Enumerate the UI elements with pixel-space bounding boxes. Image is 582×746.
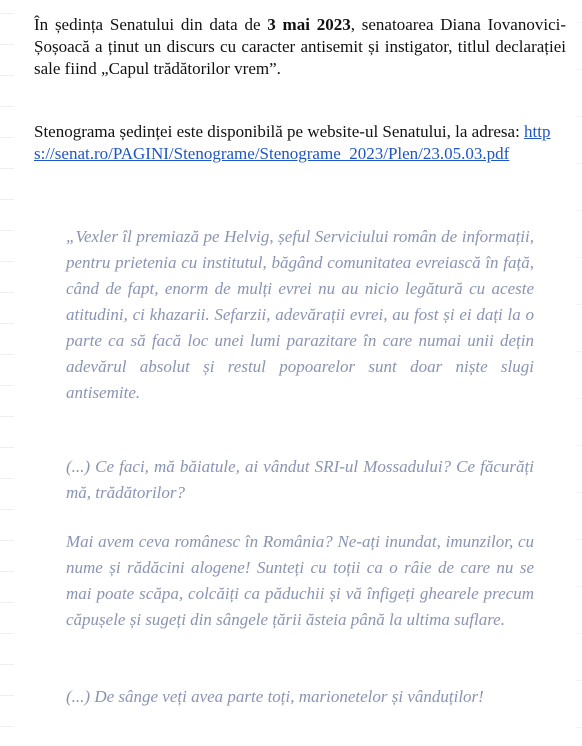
- quote-paragraph-2: (...) Ce faci, mă băiatule, ai vândut SRI-ul Mossadului? Ce făcurăți mă, trădătorilor?: [66, 457, 534, 502]
- quote-paragraph-3: Mai avem ceva românesc în România? Ne-ați inundat, imunzilor, cu nume și rădăcini alogene! Sunteți cu toții ca o râie de care nu se mai poate scăpa, colcăiți ca păduchii și vă înfigeți ghearele precum căpușele și sugeți din sângele țării ăsteia până la ultima suflare.: [66, 532, 534, 629]
- source-paragraph: [34, 121, 566, 165]
- intro-text-start: În ședința Senatului din data de: [34, 15, 268, 34]
- quote-paragraph-1: „Vexler îl premiază pe Helvig, șeful Serviciului român de informații, pentru prietenia cu institutul, băgând comunitatea evreiască în față, când de fapt, enorm de mulți evrei nu au nicio legătură cu aceste atitudini, ci khazarii. Sefarzii, adevărații evrei, au fost și ei dați la o parte ca să facă loc unei lumi parazitare în care numai unii dețin adevărul absolut și restul popoarelor sunt doar niște slugi antisemite.: [66, 227, 534, 402]
- intro-date: 3 mai 2023: [267, 15, 351, 34]
- scan-edge-right: [576, 0, 582, 746]
- intro-text-end: , senatoarea Diana Iovanovici-Șoșoacă a ținut un discurs cu caracter antisemit și instigator, titlul declarației sale fiind „Capul trădătorilor vrem”.: [34, 15, 566, 78]
- stenogram-link[interactable]: https://senat.ro/PAGINI/Stenograme/Stenograme_2023/Plen/23.05.03.pdf: [34, 122, 551, 163]
- intro-paragraph: [34, 14, 566, 80]
- source-text: Stenograma ședinței este disponibilă pe website-ul Senatului, la adresa:: [34, 122, 520, 141]
- scan-edge-left: [0, 0, 14, 746]
- quote-paragraph-4: (...) De sânge veți avea parte toți, marionetelor și vânduților!: [66, 687, 484, 706]
